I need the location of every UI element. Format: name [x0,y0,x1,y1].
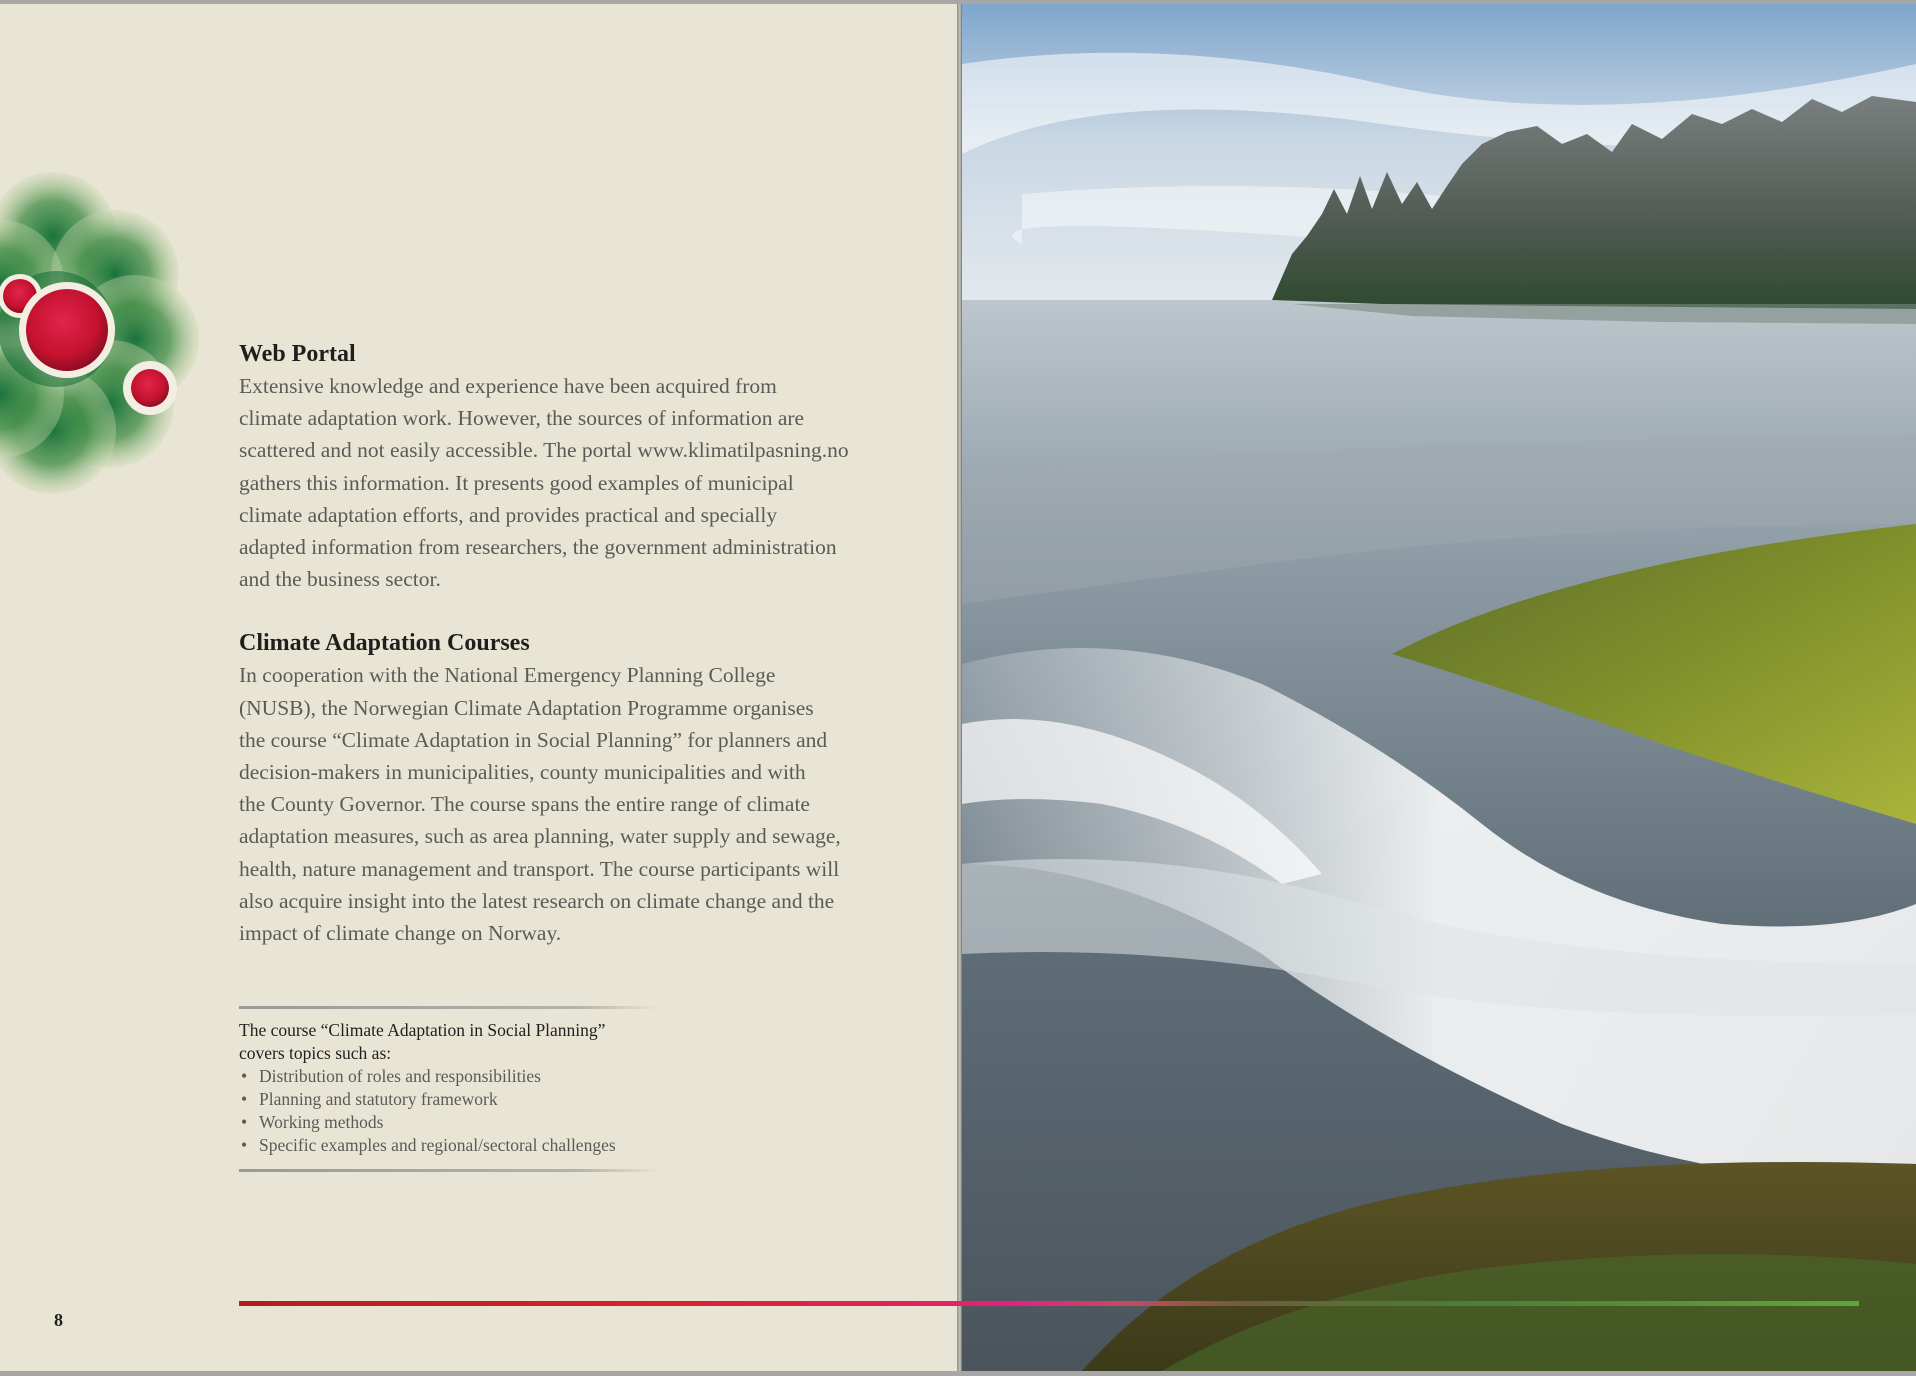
paragraph-line: the course “Climate Adaptation in Social Planning” for planners and [239,727,828,752]
paragraph-line: decision-makers in municipalities, county municipalities and with [239,760,806,785]
paragraph-line: also acquire insight into the latest research on climate change and the [239,888,835,913]
list-item: • Planning and statutory framework [239,1088,659,1111]
courses-heading: Climate Adaptation Courses [239,630,530,657]
paragraph-line: adapted information from researchers, the government administration [239,535,837,560]
right-page [962,4,1916,1371]
box-title-line: The course “Climate Adaptation in Social Planning” [239,1020,606,1040]
paragraph-line: and the business sector. [239,567,441,592]
list-item: • Working methods [239,1111,659,1134]
paragraph-line: In cooperation with the National Emergency Planning College [239,663,776,688]
paragraph-line: Extensive knowledge and experience have been acquired from [239,374,777,398]
bottom-rule [0,1371,1916,1376]
paragraph-line: health, nature management and transport. The course participants will [239,856,840,881]
paragraph-line: gathers this information. It presents good examples of municipal [239,470,794,495]
paragraph-line: climate adaptation work. However, the sources of information are [239,406,805,431]
decorative-color-bar [239,1301,1859,1306]
web-portal-paragraph [239,370,899,595]
web-portal-heading: Web Portal [239,341,356,367]
paragraph-line: scattered and not easily accessible. The portal www.klimatilpasning.no [239,438,849,463]
paragraph-line: adaptation measures, such as area planning, water supply and sewage, [239,824,841,849]
topics-box-title [239,1019,659,1065]
paragraph-line: (NUSB), the Norwegian Climate Adaptation Programme organises [239,695,814,720]
box-top-rule [239,1006,659,1009]
list-item: • Specific examples and regional/sectoral challenges [239,1134,659,1157]
paragraph-line: impact of climate change on Norway. [239,921,562,946]
courses-paragraph [239,659,899,949]
article-text [239,338,899,949]
topics-box [239,1006,659,1172]
flower-logo-icon [0,164,240,504]
section-spacer [239,595,899,627]
box-title-line: covers topics such as: [239,1043,392,1063]
paragraph-line: climate adaptation efforts, and provides practical and specially [239,502,778,527]
list-item: • Distribution of roles and responsibilities [239,1065,659,1088]
coastal-landscape-photo [962,4,1916,1371]
page-number: 8 [54,1310,63,1330]
topics-list [239,1065,659,1157]
paragraph-line: the County Governor. The course spans the entire range of climate [239,792,810,817]
box-bottom-rule [239,1169,659,1172]
left-page [0,4,957,1371]
